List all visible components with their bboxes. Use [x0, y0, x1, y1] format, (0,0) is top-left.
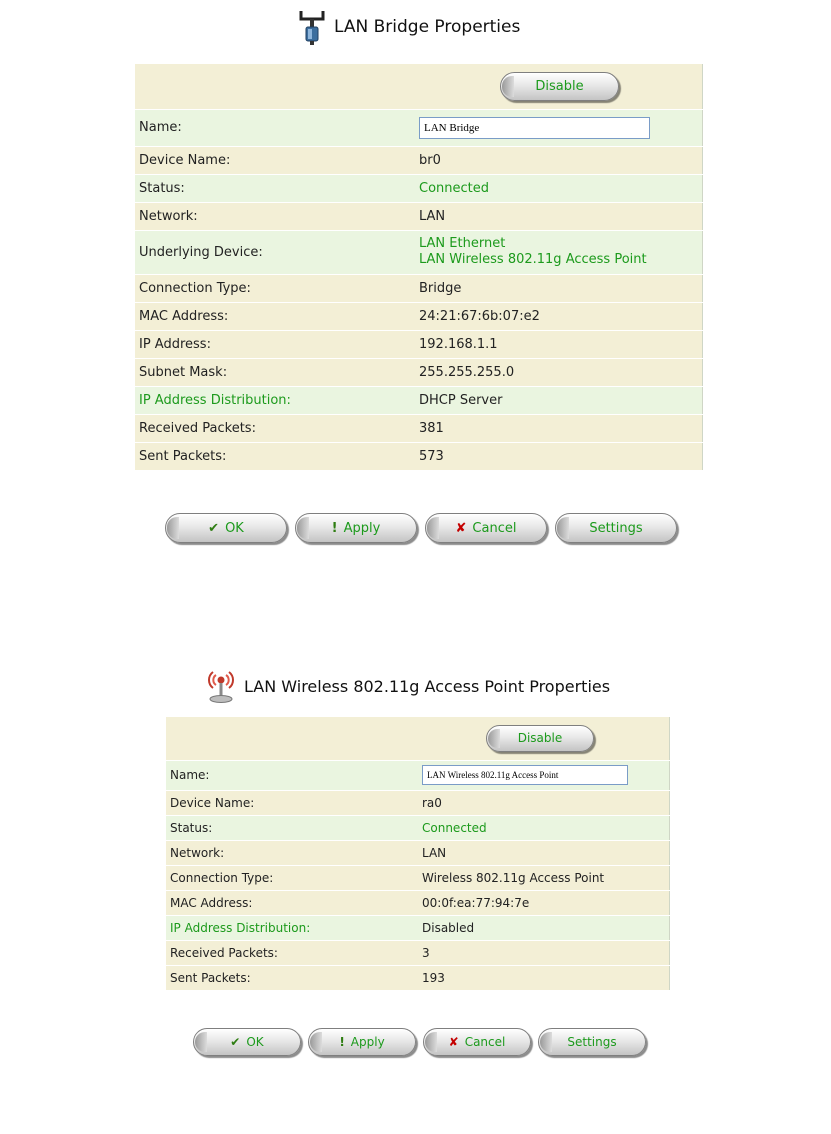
row-value: DHCP Server	[415, 386, 702, 414]
row-value: LAN	[418, 840, 669, 865]
row-value: ra0	[418, 790, 669, 815]
settings-button[interactable]: Settings	[555, 513, 677, 543]
row-label: Status:	[166, 815, 418, 840]
row-label: Network:	[166, 840, 418, 865]
row-label: Subnet Mask:	[135, 358, 415, 386]
apply-button[interactable]: ! Apply	[295, 513, 417, 543]
row-value: 192.168.1.1	[415, 330, 702, 358]
page-title: LAN Bridge Properties	[334, 17, 521, 37]
section-title: LAN Wireless 802.11g Access Point Properties	[244, 676, 611, 696]
row-label: Network:	[135, 202, 415, 230]
checkmark-icon: ✔	[208, 520, 220, 536]
underlying-device-link[interactable]: LAN Ethernet	[419, 236, 506, 251]
bridge-panel-title	[298, 8, 520, 46]
bridge-properties-table	[135, 64, 703, 471]
cancel-button[interactable]: ✘ Cancel	[423, 1028, 531, 1056]
row-label: IP Address:	[135, 330, 415, 358]
wireless-button-bar	[193, 1028, 646, 1056]
row-label: MAC Address:	[135, 302, 415, 330]
row-value: 24:21:67:6b:07:e2	[415, 302, 702, 330]
name-input[interactable]	[422, 765, 628, 785]
x-mark-icon: ✘	[448, 1035, 459, 1049]
row-value: 3	[418, 940, 669, 965]
disable-button[interactable]: Disable	[500, 72, 619, 101]
row-label: Name:	[135, 109, 415, 146]
row-value: Disabled	[418, 915, 669, 940]
wireless-antenna-icon	[204, 668, 238, 704]
row-label: Name:	[166, 760, 418, 790]
row-value: 255.255.255.0	[415, 358, 702, 386]
network-bridge-icon	[298, 8, 326, 46]
wireless-panel-title	[204, 668, 610, 704]
row-label: MAC Address:	[166, 890, 418, 915]
row-value: br0	[415, 146, 702, 174]
ok-button[interactable]: ✔ OK	[165, 513, 287, 543]
bridge-button-bar	[165, 513, 677, 543]
settings-button[interactable]: Settings	[538, 1028, 646, 1056]
disable-button[interactable]: Disable	[486, 725, 594, 752]
row-label: Sent Packets:	[166, 965, 418, 990]
row-label: Received Packets:	[166, 940, 418, 965]
row-label: Connection Type:	[166, 865, 418, 890]
exclamation-icon: !	[339, 1035, 345, 1049]
row-label: Connection Type:	[135, 274, 415, 302]
exclamation-icon: !	[331, 520, 338, 536]
ip-distribution-link[interactable]: IP Address Distribution:	[166, 915, 418, 940]
row-label: Device Name:	[135, 146, 415, 174]
underlying-device-link[interactable]: LAN Wireless 802.11g Access Point	[419, 252, 647, 267]
row-label: Underlying Device:	[135, 230, 415, 274]
row-value: Wireless 802.11g Access Point	[418, 865, 669, 890]
row-label: Status:	[135, 174, 415, 202]
name-input[interactable]	[419, 117, 650, 139]
ok-button[interactable]: ✔ OK	[193, 1028, 301, 1056]
row-value: LAN	[415, 202, 702, 230]
row-value: 573	[415, 442, 702, 470]
wireless-properties-table	[166, 717, 670, 991]
row-value: 00:0f:ea:77:94:7e	[418, 890, 669, 915]
row-label: Device Name:	[166, 790, 418, 815]
apply-button[interactable]: ! Apply	[308, 1028, 416, 1056]
status-value: Connected	[415, 174, 702, 202]
row-value: 193	[418, 965, 669, 990]
row-value: 381	[415, 414, 702, 442]
row-label: Received Packets:	[135, 414, 415, 442]
row-label: Sent Packets:	[135, 442, 415, 470]
x-mark-icon: ✘	[455, 520, 467, 536]
cancel-button[interactable]: ✘ Cancel	[425, 513, 547, 543]
checkmark-icon: ✔	[230, 1035, 241, 1049]
status-value: Connected	[418, 815, 669, 840]
row-value: Bridge	[415, 274, 702, 302]
ip-distribution-link[interactable]: IP Address Distribution:	[135, 386, 415, 414]
